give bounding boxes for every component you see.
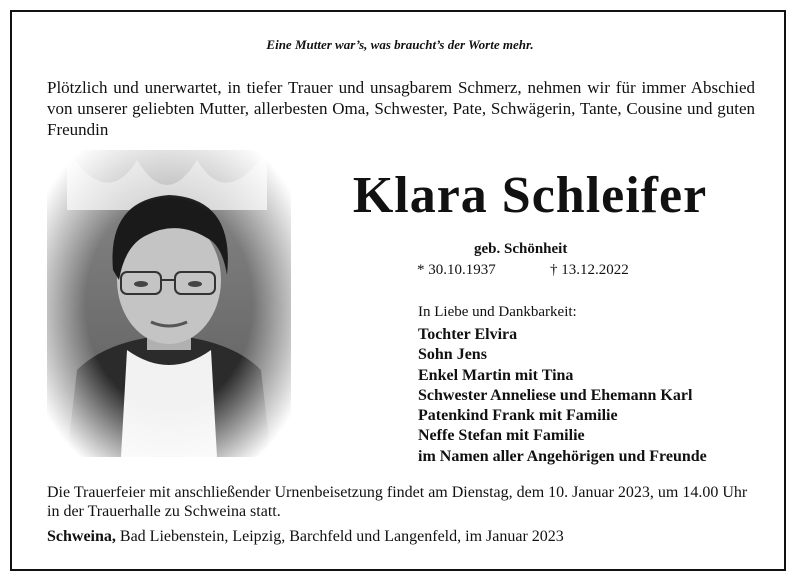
mourner-item: Patenkind Frank mit Familie [418,407,618,425]
mourner-item: Tochter Elvira [418,326,518,343]
intro-text: Plötzlich und unerwartet, in tiefer Trauer und unsagbarem Schmerz, nehmen wir für immer Abschied von unserer geliebten Mutter, allerbesten Oma, Schwester, Pate, Schwägerin, Tante, Cousine und guten Freundin [47,78,755,139]
death-date: † 13.12.2022 [550,262,629,278]
ceremony-text: Die Trauerfeier mit anschließender Urnenbeisetzung findet am Dienstag, dem 10. Januar 2023, um 14.00 Uhr in der Trauerhalle zu Schweina statt. [47,484,748,520]
portrait-photo [47,150,291,457]
birth-date: * 30.10.1937 [417,262,496,278]
mourners-list [418,325,707,467]
motto: Eine Mutter war’s, was braucht’s der Worte mehr. [266,37,534,52]
maiden-name: geb. Schönheit [474,241,568,257]
places-line [47,528,755,546]
mourner-item: Sohn Jens [418,346,487,364]
mourner-item: im Namen aller Angehörigen und Freunde [418,447,707,465]
mourner-item: Enkel Martin mit Tina [418,366,574,384]
deceased-name: Klara Schleifer [352,167,708,224]
mourner-item: Neffe Stefan mit Familie [418,427,585,445]
places-bold: Schweina, [47,528,116,545]
thanks-heading: In Liebe und Dankbarkeit: [418,304,577,320]
places-rest: Bad Liebenstein, Leipzig, Barchfeld und Langenfeld, im Januar 2023 [115,528,564,545]
mourner-item: Schwester Anneliese und Ehemann Karl [418,386,693,404]
